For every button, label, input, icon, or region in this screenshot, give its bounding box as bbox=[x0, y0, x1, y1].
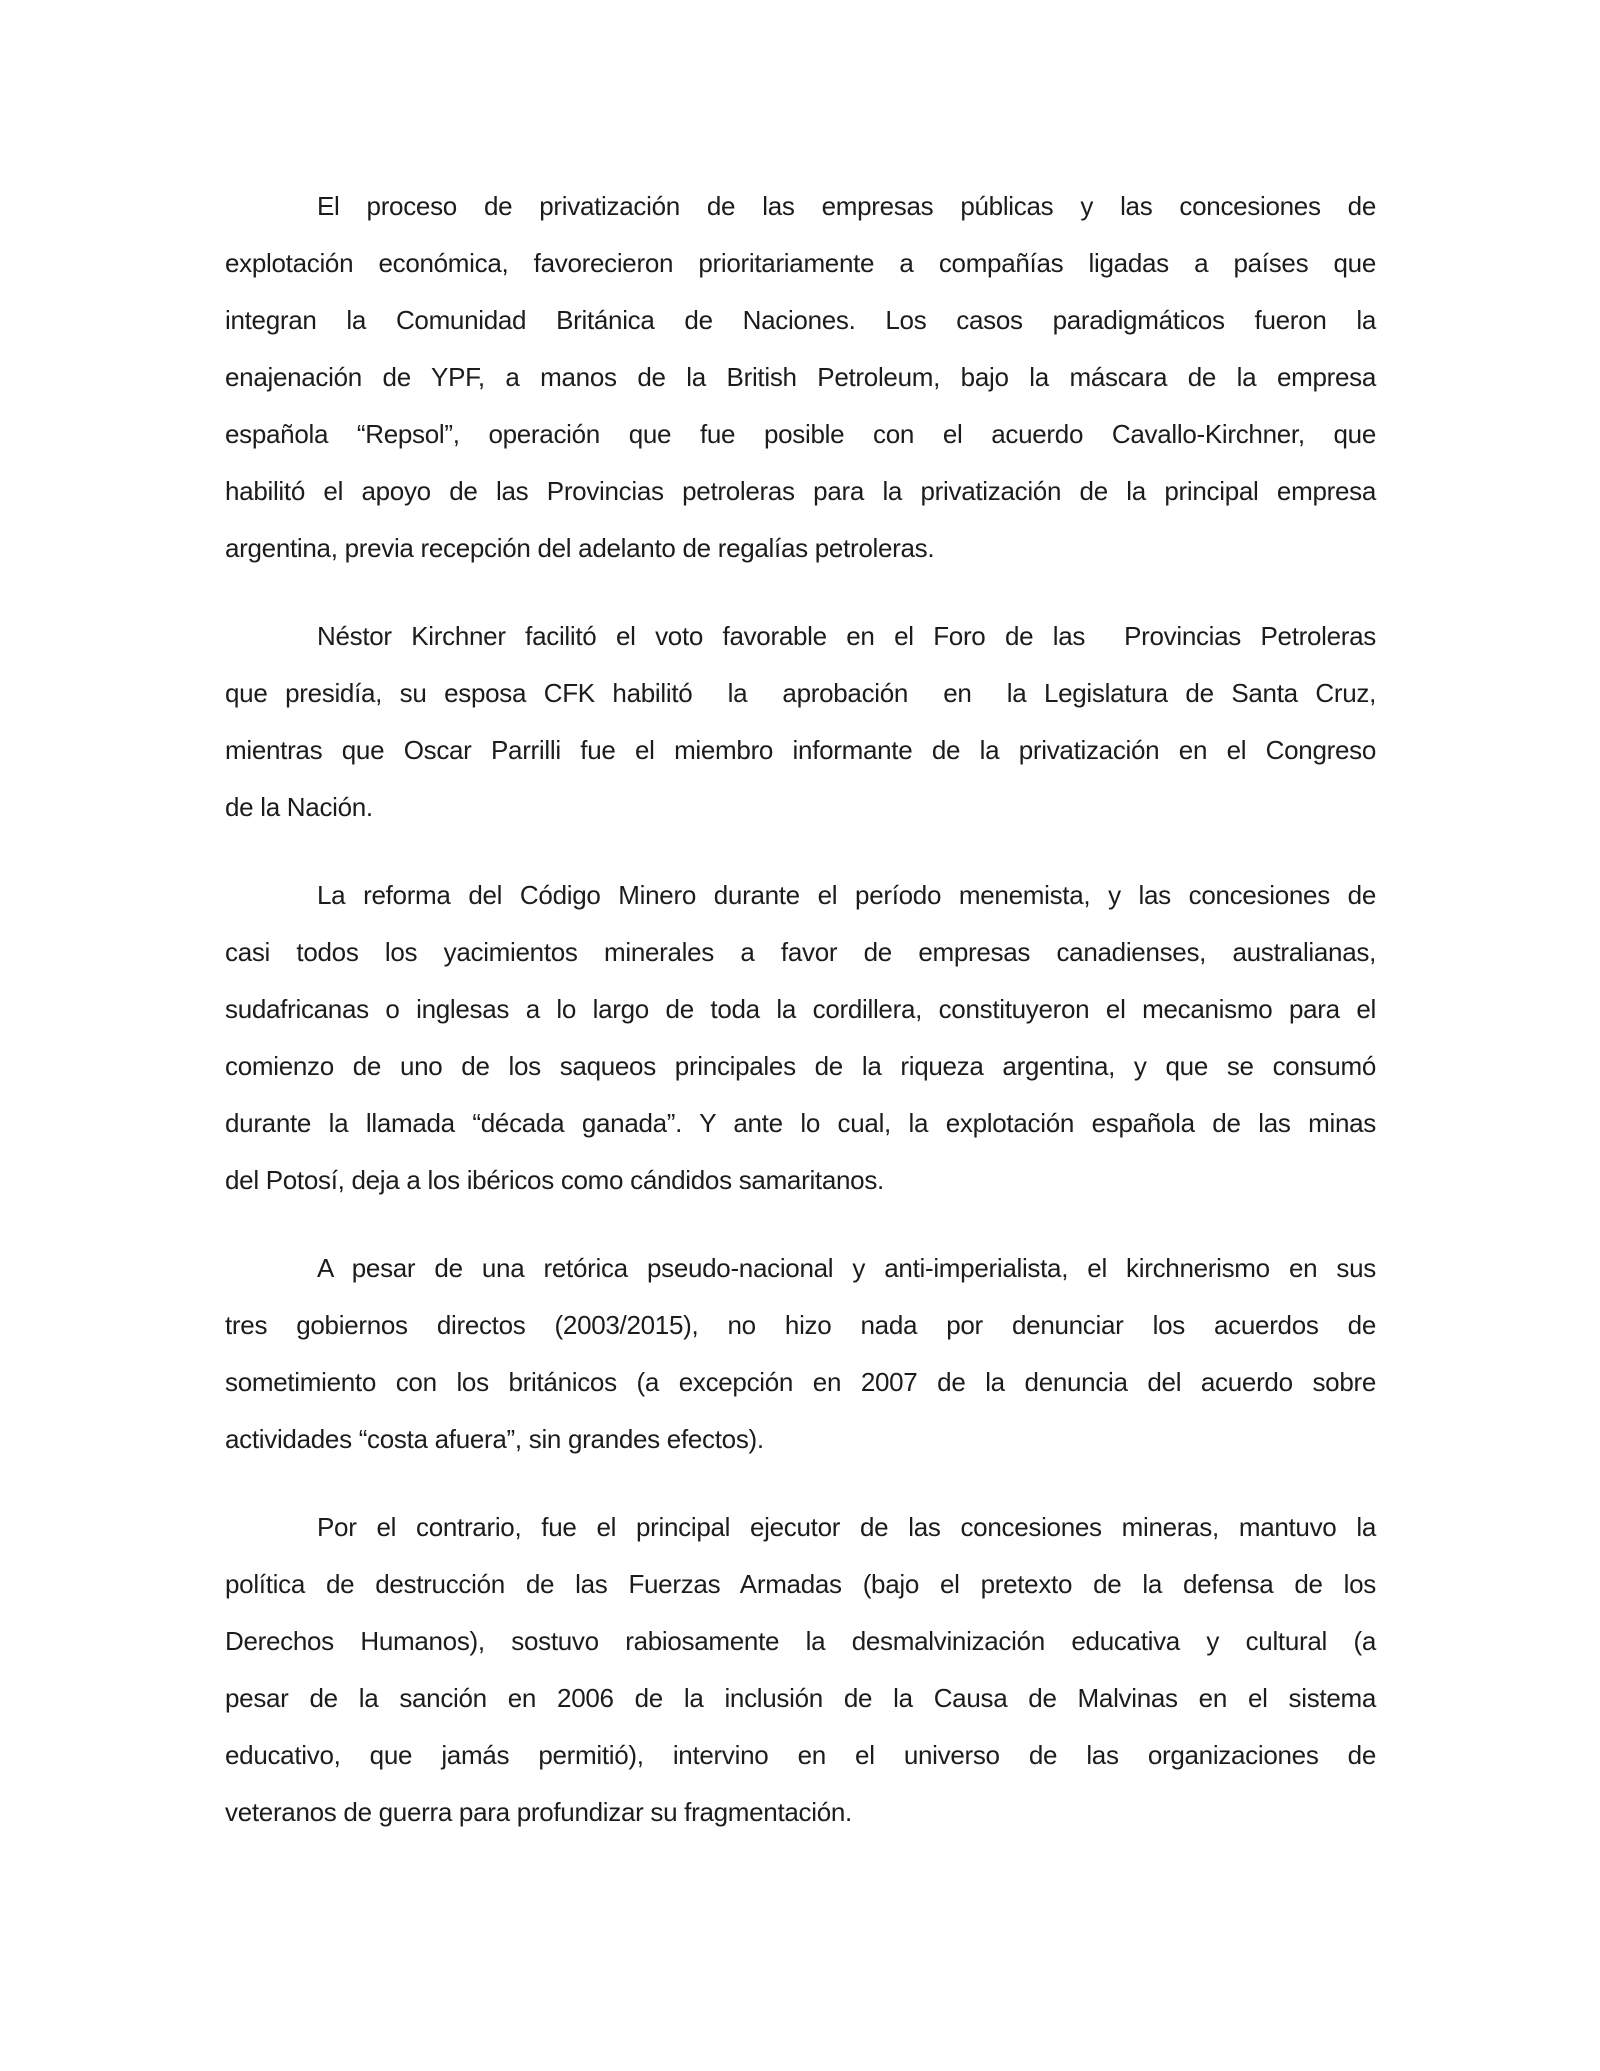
text-line: política de destrucción de las Fuerzas Armadas (bajo el pretexto de la defensa de los bbox=[225, 1569, 1376, 1599]
paragraph bbox=[225, 1499, 1376, 1841]
text-line: comienzo de uno de los saqueos principales de la riqueza argentina, y que se consumó bbox=[225, 1051, 1376, 1081]
paragraph bbox=[225, 178, 1376, 577]
text-line: casi todos los yacimientos minerales a favor de empresas canadienses, australianas, bbox=[225, 937, 1376, 967]
text-line: tres gobiernos directos (2003/2015), no hizo nada por denunciar los acuerdos de bbox=[225, 1310, 1376, 1340]
text-line: veteranos de guerra para profundizar su fragmentación. bbox=[225, 1797, 852, 1827]
text-line: Derechos Humanos), sostuvo rabiosamente la desmalvinización educativa y cultural (a bbox=[225, 1626, 1376, 1656]
document-body bbox=[225, 178, 1376, 1841]
text-line: habilitó el apoyo de las Provincias petroleras para la privatización de la principal empresa bbox=[225, 476, 1376, 506]
text-line: actividades “costa afuera”, sin grandes efectos). bbox=[225, 1424, 764, 1454]
text-line: española “Repsol”, operación que fue posible con el acuerdo Cavallo-Kirchner, que bbox=[225, 419, 1376, 449]
paragraph bbox=[225, 608, 1376, 836]
text-line: sudafricanas o inglesas a lo largo de toda la cordillera, constituyeron el mecanismo para el bbox=[225, 994, 1376, 1024]
text-line: del Potosí, deja a los ibéricos como cándidos samaritanos. bbox=[225, 1165, 884, 1195]
text-line: A pesar de una retórica pseudo-nacional y anti-imperialista, el kirchnerismo en sus bbox=[317, 1253, 1376, 1283]
text-line: integran la Comunidad Británica de Naciones. Los casos paradigmáticos fueron la bbox=[225, 305, 1376, 335]
text-line: Néstor Kirchner facilitó el voto favorable en el Foro de las Provincias Petroleras bbox=[317, 621, 1376, 651]
text-line: La reforma del Código Minero durante el período menemista, y las concesiones de bbox=[317, 880, 1376, 910]
text-line: de la Nación. bbox=[225, 792, 373, 822]
paragraph bbox=[225, 867, 1376, 1209]
text-line: mientras que Oscar Parrilli fue el miembro informante de la privatización en el Congreso bbox=[225, 735, 1376, 765]
text-line: sometimiento con los británicos (a excepción en 2007 de la denuncia del acuerdo sobre bbox=[225, 1367, 1376, 1397]
text-line: que presidía, su esposa CFK habilitó la aprobación en la Legislatura de Santa Cruz, bbox=[225, 678, 1376, 708]
text-line: educativo, que jamás permitió), intervino en el universo de las organizaciones de bbox=[225, 1740, 1376, 1770]
text-line: Por el contrario, fue el principal ejecutor de las concesiones mineras, mantuvo la bbox=[317, 1512, 1376, 1542]
text-line: explotación económica, favorecieron prioritariamente a compañías ligadas a países que bbox=[225, 248, 1376, 278]
paragraph bbox=[225, 1240, 1376, 1468]
text-line: pesar de la sanción en 2006 de la inclusión de la Causa de Malvinas en el sistema bbox=[225, 1683, 1376, 1713]
text-line: durante la llamada “década ganada”. Y ante lo cual, la explotación española de las minas bbox=[225, 1108, 1376, 1138]
text-line: argentina, previa recepción del adelanto de regalías petroleras. bbox=[225, 533, 935, 563]
text-line: enajenación de YPF, a manos de la British Petroleum, bajo la máscara de la empresa bbox=[225, 362, 1376, 392]
text-line: El proceso de privatización de las empresas públicas y las concesiones de bbox=[317, 191, 1376, 221]
